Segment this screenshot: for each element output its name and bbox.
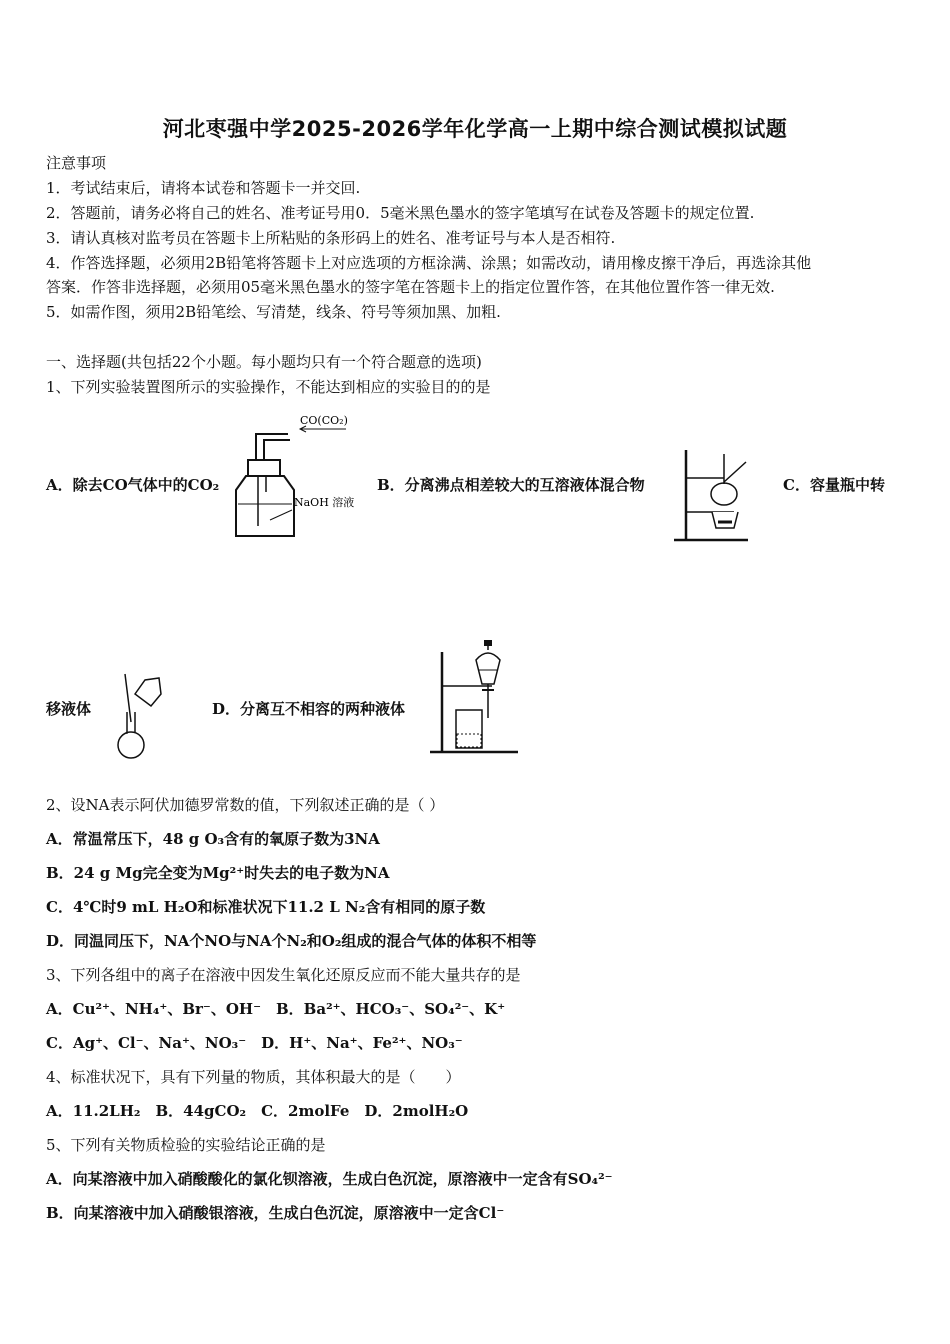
q1-option-b: B．分离沸点相差较大的互溶液体混合物 xyxy=(377,476,645,494)
funnel-stopper xyxy=(484,640,492,646)
q5-option-b: B．向某溶液中加入硝酸银溶液，生成白色沉淀，原溶液中一定含Cl⁻ xyxy=(46,1204,505,1222)
q1-option-c-part1: C．容量瓶中转 xyxy=(783,476,885,494)
q1-stem: 1、下列实验装置图所示的实验操作，不能达到相应的实验目的的是 xyxy=(46,378,491,396)
burner xyxy=(712,512,738,528)
q2-option-c: C．4℃时9 mL H₂O和标准状况下11.2 L N₂含有相同的原子数 xyxy=(46,898,486,916)
q2-option-b: B．24 g Mg完全变为Mg²⁺时失去的电子数为NA xyxy=(46,864,390,882)
notice-item: 5．如需作图，须用2B铅笔绘、写清楚，线条、符号等须加黑、加粗. xyxy=(46,303,501,321)
glass-rod xyxy=(125,674,131,722)
flask-body xyxy=(118,732,144,758)
fig-a-gas-label: CO(CO₂) xyxy=(300,414,348,427)
q3-options-ab: A．Cu²⁺、NH₄⁺、Br⁻、OH⁻ B．Ba²⁺、HCO₃⁻、SO₄²⁻、K⁺ xyxy=(46,1000,506,1018)
bottle xyxy=(236,476,294,536)
notice-item: 答案．作答非选择题，必须用05毫米黑色墨水的签字笔在答题卡上的指定位置作答，在其他位置作答一律无效. xyxy=(46,278,775,296)
fig-a-liquid-label: NaOH 溶液 xyxy=(294,496,355,509)
beaker xyxy=(135,678,161,706)
flask xyxy=(711,483,737,505)
inlet-tube xyxy=(256,434,288,460)
q2-option-a: A．常温常压下，48 g O₃含有的氧原子数为3NA xyxy=(46,830,380,848)
q1-option-d: D．分离互不相容的两种液体 xyxy=(212,700,406,718)
notice-item: 3．请认真核对监考员在答题卡上所粘贴的条形码上的姓名、准考证号与本人是否相符. xyxy=(46,229,616,247)
q2-stem: 2、设NA表示阿伏加德罗常数的值，下列叙述正确的是（ ） xyxy=(46,796,445,814)
distillation-figure xyxy=(672,448,752,544)
section-heading: 一、选择题(共包括22个小题。每小题均只有一个符合题意的选项) xyxy=(46,353,482,371)
q2-option-d: D．同温同压下，NA个NO与NA个N₂和O₂组成的混合气体的体积不相等 xyxy=(46,932,537,950)
q3-stem: 3、下列各组中的离子在溶液中因发生氧化还原反应而不能大量共存的是 xyxy=(46,966,521,984)
notice-item: 4．作答选择题，必须用2B铅笔将答题卡上对应选项的方框涂满、涂黑；如需改动，请用橡皮擦干净后，再选涂其他 xyxy=(46,254,812,272)
notice-item: 1．考试结束后，请将本试卷和答题卡一并交回. xyxy=(46,179,361,197)
q4-options: A．11.2LH₂ B．44gCO₂ C．2molFe D．2molH₂O xyxy=(46,1102,469,1120)
funnel-body xyxy=(476,653,500,684)
q1-option-a: A．除去CO气体中的CO₂ xyxy=(46,476,220,494)
q4-stem: 4、标准状况下，具有下列量的物质，其体积最大的是（ ） xyxy=(46,1068,461,1086)
notice-item: 2．答题前，请务必将自己的姓名、准考证号用0．5毫米黑色墨水的签字笔填写在试卷及答题卡的规定位置. xyxy=(46,204,755,222)
q5-stem: 5、下列有关物质检验的实验结论正确的是 xyxy=(46,1136,326,1154)
gas-washing-bottle-figure xyxy=(228,408,363,543)
page-title: 河北枣强中学2025-2026学年化学高一上期中综合测试模拟试题 xyxy=(162,117,788,141)
q1-option-c-part2: 移液体 xyxy=(46,700,92,718)
volumetric-flask-figure xyxy=(105,672,169,764)
outlet-tube xyxy=(264,440,290,460)
q5-option-a: A．向某溶液中加入硝酸酸化的氯化钡溶液，生成白色沉淀，原溶液中一定含有SO₄²⁻ xyxy=(46,1170,613,1188)
separatory-funnel-figure xyxy=(428,640,520,758)
stopper xyxy=(248,460,280,476)
q3-options-cd: C．Ag⁺、Cl⁻、Na⁺、NO₃⁻ D．H⁺、Na⁺、Fe²⁺、NO₃⁻ xyxy=(46,1034,463,1052)
notice-heading: 注意事项 xyxy=(46,154,107,172)
